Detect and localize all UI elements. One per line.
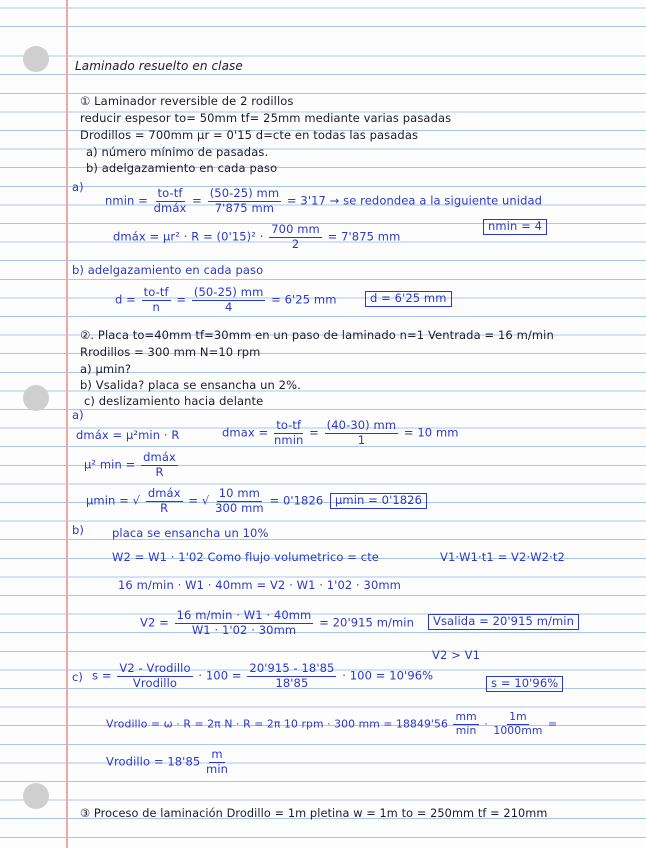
p1-statement-line: reducir espesor to= 50mm tf= 25mm mediante varias pasadas <box>80 111 452 125</box>
p2-s-result-box: s = 10'96% <box>486 676 563 692</box>
p2-statement-line: ②. Placa to=40mm tf=30mm en un paso de laminado n=1 Ventrada = 16 m/min <box>80 328 554 342</box>
p2-dmax-equation: dmax = $\frac{to-tf}{nmin}$ = $\frac{(40-30) mm}{1}$ = 10 mm <box>222 418 459 447</box>
p2-v2-equation: V2 = $\frac{16 m/\min \cdot W1 \cdot 40mm}{W1 \cdot 1'02 \cdot 30mm}$ = 20'915 m/min <box>140 608 414 637</box>
p2-s-equation: s = $\frac{\text{V2 - Vrodillo}}{\text{Vrodillo}}$ · 100 = $\frac{20'915 - 18'85}{18'85}$ · 100 = 10'96% <box>92 661 434 690</box>
p1-d-result-box: d = 6'25 mm <box>365 291 452 307</box>
binder-hole-bottom <box>23 783 49 809</box>
p2-b-line: W2 = W1 · 1'02 Como flujo volumetrico = cte <box>112 550 379 564</box>
p2-b-line: 16 m/min · W1 · 40mm = V2 · W1 · 1'02 · 30mm <box>118 578 401 592</box>
binder-hole-top <box>23 46 49 72</box>
p2-mumin-equation: μmin = √ $\frac{\text{dmáx}}{R}$ = √ $\frac{10 mm}{300 mm}$ = 0'1826 <box>86 486 324 515</box>
p1-a-label: a) <box>72 180 84 194</box>
p2-b-line: placa se ensancha un 10% <box>112 526 269 540</box>
p3-statement: ③ Proceso de laminación Drodillo = 1m pletina w = 1m to = 250mm tf = 210mm <box>80 807 548 820</box>
p2-vrodillo-result: Vrodillo = 18'85 $\frac{m}{\min}$ <box>106 747 229 776</box>
p2-vrodillo-equation: Vrodillo = ω · R = 2π N · R = 2π 10 rpm · 300 mm = 18849'56 $\frac{mm}{\min}$ · $\frac{1m}{1000mm}$ = <box>106 710 558 737</box>
p1-statement-line: ① Laminador reversible de 2 rodillos <box>80 94 294 108</box>
p2-v2-gt-v1: V2 > V1 <box>432 648 481 662</box>
p2-mumin-result-box: μmin = 0'1826 <box>330 493 427 509</box>
p2-question-c: c) deslizamiento hacia delante <box>84 394 264 408</box>
p2-mu-squared-equation: μ² min = $\frac{\text{dmáx}}{R}$ <box>84 450 176 479</box>
p1-d-equation: d = $\frac{to-tf}{n}$ = $\frac{(50-25) mm}{4}$ = 6'25 mm <box>115 285 337 314</box>
p1-statement-line: Drodillos = 700mm μr = 0'15 d=cte en todas las pasadas <box>80 128 419 142</box>
p1-nmin-result-box: nmin = 4 <box>483 219 547 235</box>
p1-dmax-equation: dmáx = μr² · R = (0'15)² · $\frac{700 mm}{2}$ = 7'875 mm <box>113 222 401 251</box>
p2-dmax-formula: dmáx = μ²min · R <box>76 428 180 442</box>
p2-question-a: a) μmin? <box>80 362 132 376</box>
p1-b-heading: b) adelgazamiento en cada paso <box>72 263 264 277</box>
page-title: Laminado resuelto en clase <box>75 59 243 73</box>
p2-question-b: b) Vsalida? placa se ensancha un 2%. <box>80 378 301 392</box>
p1-statement-line: a) número mínimo de pasadas. <box>86 145 269 159</box>
binder-hole-middle <box>23 385 49 411</box>
p2-statement-line: Rrodillos = 300 mm N=10 rpm <box>80 345 261 359</box>
p1-statement-line: b) adelgazamiento en cada paso <box>86 161 278 175</box>
p2-b-label: b) <box>72 523 84 537</box>
p1-nmin-equation: nmin = $\frac{to-tf}{\text{dmáx}}$ = $\frac{(50-25) mm}{7'875 mm}$ = 3'17 → se redondea a la siguiente unidad <box>105 186 543 215</box>
margin-line <box>66 0 68 848</box>
p2-c-label: c) <box>72 670 84 684</box>
p2-a-label: a) <box>72 408 84 422</box>
p2-vsalida-result-box: Vsalida = 20'915 m/min <box>428 614 579 630</box>
p2-b-flow-equation: V1·W1·t1 = V2·W2·t2 <box>440 550 565 564</box>
